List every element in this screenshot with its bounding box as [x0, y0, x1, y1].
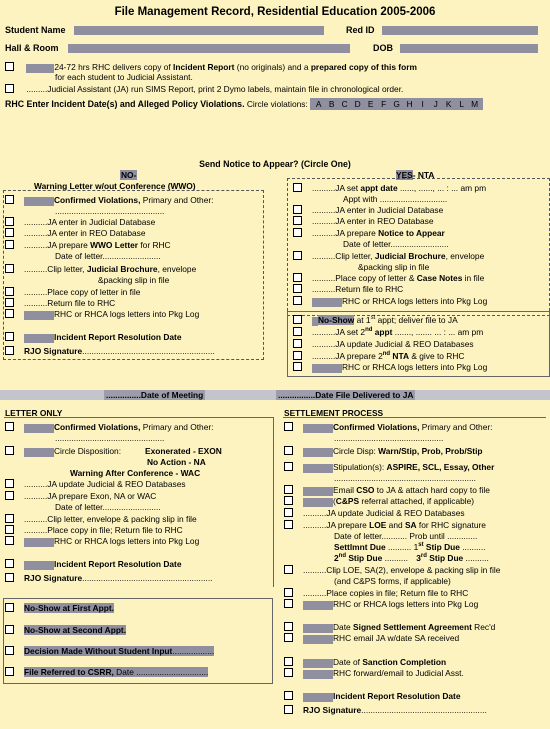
form-text: Incident Report Resolution Date [54, 559, 182, 569]
form-text: YES [396, 170, 413, 180]
form-text: RHC or RHCA logs letters into Pkg Log [333, 599, 479, 609]
violations-line [5, 99, 483, 109]
form-text: Stip Due [423, 542, 460, 552]
form-text: st [418, 542, 424, 549]
form-text[interactable]: Exonerated - EXON [145, 446, 222, 456]
form-text: ..........JA update Judicial & REO Databases [24, 479, 186, 489]
form-text: Rec'd [471, 622, 496, 632]
form-text: I [421, 99, 424, 109]
checkbox[interactable] [5, 287, 14, 296]
blank-field[interactable] [303, 693, 333, 702]
intro-line-2 [5, 84, 403, 94]
checkbox[interactable] [5, 228, 14, 237]
form-text: Circle violations: [246, 99, 308, 109]
violations-list[interactable] [310, 98, 483, 110]
checkbox[interactable] [5, 603, 14, 612]
form-text: nd [338, 553, 347, 560]
form-text: .......... 1 [385, 542, 419, 552]
form-text: referral attached, if applicable) [359, 496, 475, 506]
blank-field[interactable] [24, 561, 54, 570]
blank-field[interactable] [24, 334, 54, 343]
form-text: Circle Disp: [333, 446, 379, 456]
checkbox[interactable] [293, 205, 302, 214]
form-text: 2 [334, 553, 339, 563]
form-text: Judicial Brochure [374, 251, 446, 261]
form-text: Warn/Stip, Prob, Prob/Stip [378, 446, 483, 456]
form-text: NTA [390, 351, 410, 361]
checkbox[interactable] [284, 668, 293, 677]
form-text: ASPIRE, SCL, Essay, Other [386, 462, 495, 472]
form-text[interactable]: Warning After Conference - WAC [70, 468, 201, 478]
form-text: ............................................................. [334, 473, 476, 483]
form-text: ..........Clip letter, [312, 251, 375, 261]
checkbox[interactable] [5, 309, 14, 318]
form-text: F [381, 99, 387, 109]
form-text: ..........Clip letter, envelope & packing slip in file [24, 514, 197, 524]
hall-room-label: Hall & Room [5, 43, 59, 53]
form-text: Incident Report Resolution Date [54, 332, 182, 342]
form-text: Stip Due [346, 553, 383, 563]
form-text: ..........Place copy in file; Return file to RHC [24, 525, 183, 535]
form-text: ..........JA enter in REO Database [24, 228, 146, 238]
divider [4, 417, 274, 418]
blank-field[interactable] [303, 498, 333, 507]
form-text: Primary and Other: [140, 195, 214, 205]
form-text: RHC forward/email to Judicial Asst. [333, 668, 464, 678]
form-text: & give to RHC [409, 351, 465, 361]
form-text: Incident Report Resolution Date [333, 691, 461, 701]
form-text: Confirmed Violations, [54, 422, 141, 432]
form-text: Confirmed Violations, [333, 422, 420, 432]
form-text: ..........JA prepare [303, 520, 370, 530]
student-name-label: Student Name [5, 25, 66, 35]
send-notice-heading: Send Notice to Appear? (Circle One) [199, 159, 351, 169]
wwo-heading: Warning Letter w/out Conference (WWO) [34, 181, 196, 191]
form-text: .................. [172, 646, 215, 656]
form-text: LOE [369, 520, 387, 530]
blank-field[interactable] [303, 448, 333, 457]
form-text: Date of [333, 657, 363, 667]
checkbox[interactable] [293, 183, 302, 192]
form-text: H [406, 99, 413, 109]
form-text: rd [420, 553, 427, 560]
form-text: and [386, 520, 405, 530]
form-text: ..........Clip letter, [24, 264, 87, 274]
form-text: Email [333, 485, 357, 495]
form-text: Judicial Brochure [86, 264, 158, 274]
checkbox[interactable] [5, 217, 14, 226]
form-text: No-Show [318, 315, 355, 325]
form-text: L [459, 99, 464, 109]
form-text: st [370, 315, 376, 322]
blank-field[interactable] [303, 487, 333, 496]
form-text: Circle Disposition: [54, 446, 122, 456]
form-text: Date of letter......................... [343, 239, 449, 249]
checkbox[interactable] [284, 422, 293, 431]
form-text: ............................................... [55, 206, 165, 216]
form-text: at 1 [354, 315, 371, 325]
form-text: Appt with ............................. [343, 194, 448, 204]
form-text: for RHC signature [416, 520, 486, 530]
form-text: ..........JA prepare [24, 240, 91, 250]
checkbox[interactable] [284, 657, 293, 666]
dates-bar [0, 390, 550, 400]
form-text: RHC or RHCA logs letters into Pkg Log [54, 309, 200, 319]
form-text: RHC or RHCA logs letters into Pkg Log [54, 536, 200, 546]
red-id-field[interactable] [382, 26, 538, 35]
checkbox[interactable] [293, 273, 302, 282]
form-text: to JA & attach hard copy to file [374, 485, 490, 495]
form-text: &packing slip in file [98, 275, 170, 285]
checkbox[interactable] [5, 84, 14, 93]
checkbox[interactable] [5, 667, 14, 676]
checkbox[interactable] [5, 298, 14, 307]
blank-field[interactable] [24, 448, 54, 457]
form-text: for RHC [138, 240, 171, 250]
form-text: M [471, 99, 479, 109]
form-text: RHC or RHCA logs letters into Pkg Log [342, 362, 488, 372]
form-text: ..........JA prepare 2 [312, 351, 383, 361]
form-text: appt [372, 327, 393, 337]
form-text: Primary and Other: [419, 422, 493, 432]
checkbox[interactable] [5, 559, 14, 568]
form-text: .......... [459, 542, 486, 552]
form-text: G [393, 99, 400, 109]
no-heading[interactable]: NO- [121, 170, 137, 180]
form-text: ............................................... [55, 433, 165, 443]
form-text: Notice to Appear [378, 228, 445, 238]
form-text: No-Show at Second Appt. [24, 625, 127, 635]
form-text: ..........JA prepare [312, 228, 379, 238]
red-id-label: Red ID [346, 25, 375, 35]
blank-field[interactable] [303, 601, 333, 610]
checkbox[interactable] [284, 520, 293, 529]
form-text: ..........JA enter in REO Database [312, 216, 434, 226]
checkbox[interactable] [293, 228, 302, 237]
form-text: Date of letter......................... [55, 502, 161, 512]
form-text: ..........Clip LOE, SA(2), envelope & packing slip in file [303, 565, 501, 575]
form-text: nd [382, 351, 391, 358]
form-text: ( [333, 496, 336, 506]
form-text: 24-72 hrs RHC delivers copy of [54, 62, 174, 72]
form-text: Stipulation(s): [333, 462, 387, 472]
form-text: (and C&PS forms, if applicable) [334, 576, 451, 586]
intro-line-1-cont: for each student to Judicial Assistant. [55, 72, 193, 82]
form-text: D [354, 99, 361, 109]
checkbox[interactable] [284, 633, 293, 642]
checkbox[interactable] [293, 284, 302, 293]
form-text: ......, ......, ... : ... am pm [397, 183, 487, 193]
form-text: 3 [416, 553, 421, 563]
form-text: Signed Settlement Agreement [353, 622, 472, 632]
checkbox[interactable] [5, 422, 14, 431]
checkbox[interactable] [5, 479, 14, 488]
form-text: appt date [360, 183, 398, 193]
form-text: Primary and Other: [140, 422, 214, 432]
checkbox[interactable] [293, 327, 302, 336]
checkbox[interactable] [284, 485, 293, 494]
form-text: ..........JA set 2 [312, 327, 366, 337]
checkbox[interactable] [284, 446, 293, 455]
checkbox[interactable] [284, 496, 293, 505]
checkbox[interactable] [284, 565, 293, 574]
form-text: CSO [356, 485, 375, 495]
form-text: ..........JA set [312, 183, 361, 193]
blank-field[interactable] [303, 635, 333, 644]
checkbox[interactable] [5, 646, 14, 655]
checkbox[interactable] [5, 573, 14, 582]
form-text: - NTA [412, 170, 435, 180]
form-text: ..........JA enter in Judicial Database [312, 205, 444, 215]
form-text: , envelope [445, 251, 485, 261]
form-text: File Referred to CSRR, [24, 667, 114, 677]
letter-only-heading: LETTER ONLY [5, 408, 63, 418]
form-text: ..........Place copies in file; Return file to RHC [303, 588, 469, 598]
no-confirmed-row [5, 195, 213, 206]
form-text: Date of letter........... Prob until ............. [334, 531, 478, 541]
form-text: RHC Enter Incident Date(s) and Alleged Policy Violations. [5, 99, 245, 109]
checkbox[interactable] [284, 622, 293, 631]
checkbox[interactable] [293, 351, 302, 360]
form-text: .........Judicial Assistant (JA) run SIMS Report, print 2 Dymo labels, maintain file in chronological order. [26, 84, 404, 94]
form-text: prepared copy of this form [310, 62, 417, 72]
checkbox[interactable] [284, 691, 293, 700]
form-text: Sanction Completion [362, 657, 447, 667]
checkbox[interactable] [284, 462, 293, 471]
divider [283, 417, 546, 418]
form-text: (no originals) and a [234, 62, 311, 72]
form-text: RJO Signature [24, 573, 83, 583]
checkbox[interactable] [5, 446, 14, 455]
checkbox[interactable] [284, 588, 293, 597]
form-text: WWO Letter [90, 240, 139, 250]
form-text: appt; deliver file to JA [375, 315, 458, 325]
form-text: &packing slip in file [358, 262, 430, 272]
form-text: Date ............................... [116, 667, 209, 677]
form-text: A [315, 99, 322, 109]
checkbox[interactable] [5, 240, 14, 249]
form-text: RHC email JA w/date SA received [333, 633, 460, 643]
checkbox[interactable] [5, 514, 14, 523]
checkbox[interactable] [5, 195, 14, 204]
dob-label: DOB [373, 43, 393, 53]
form-text: Settlmnt Due [334, 542, 386, 552]
student-name-field[interactable] [74, 26, 324, 35]
blank-field[interactable] [303, 624, 333, 633]
blank-field[interactable] [303, 464, 333, 473]
form-text: ...................................................... [361, 705, 487, 715]
checkbox[interactable] [5, 491, 14, 500]
blank-field[interactable] [312, 298, 342, 307]
form-text: E [367, 99, 374, 109]
checkbox[interactable] [5, 625, 14, 634]
checkbox[interactable] [5, 525, 14, 534]
checkbox[interactable] [5, 332, 14, 341]
hall-room-field[interactable] [68, 44, 350, 53]
checkbox[interactable] [293, 296, 302, 305]
form-text: ............................................... [334, 433, 444, 443]
form-text: B [328, 99, 335, 109]
settlement-heading: SETTLEMENT PROCESS [284, 408, 384, 418]
form-text: ......., ....... ... : ... am pm [392, 327, 484, 337]
form-text: RHC or RHCA logs letters into Pkg Log [342, 296, 488, 306]
form-text: Date [333, 622, 354, 632]
dob-field[interactable] [400, 44, 538, 53]
date-of-meeting[interactable]: ...............Date of Meeting [106, 390, 204, 400]
form-text: SA [404, 520, 417, 530]
blank-field[interactable] [24, 424, 54, 433]
form-text: , envelope [157, 264, 197, 274]
form-text: ..........JA enter in Judicial Database [24, 217, 156, 227]
form-text: nd [365, 327, 373, 334]
form-text: K [445, 99, 452, 109]
checkbox[interactable] [284, 508, 293, 517]
form-text: Date of letter......................... [55, 251, 161, 261]
form-text: ..........Return file to RHC [312, 284, 404, 294]
blank-field[interactable] [24, 538, 54, 547]
form-text: Stip Due [426, 553, 464, 563]
form-text: Decision Made Without Student Input [24, 646, 173, 656]
checkbox[interactable] [293, 216, 302, 225]
blank-field[interactable] [26, 64, 54, 73]
form-text: Confirmed Violations, [54, 195, 141, 205]
page-title: File Management Record, Residential Education 2005-2006 [114, 6, 436, 18]
divider [273, 417, 274, 587]
form-text: Incident Report [173, 62, 235, 72]
blank-field[interactable] [303, 424, 333, 433]
form-text: Case Notes [416, 273, 463, 283]
form-text: ......................................................... [82, 346, 215, 356]
form-text: ..........JA update Judicial & REO Databases [303, 508, 465, 518]
form-text: ..........Return file to RHC [24, 298, 116, 308]
checkbox[interactable] [5, 536, 14, 545]
checkbox[interactable] [293, 315, 302, 324]
checkbox[interactable] [284, 705, 293, 714]
form-text: RJO Signature [24, 346, 83, 356]
form-text: ..........Place copy of letter in file [24, 287, 141, 297]
form-text: in file [462, 273, 485, 283]
blank-field[interactable] [312, 364, 342, 373]
form-text: RJO Signature [303, 705, 362, 715]
form-text: ..........JA update Judicial & REO Databases [312, 339, 474, 349]
checkbox[interactable] [293, 362, 302, 371]
form-text: ..........Place copy of letter & [312, 273, 417, 283]
form-text: ..........JA prepare Exon, NA or WAC [24, 491, 157, 501]
form-text: No-Show at First Appt. [24, 603, 114, 613]
checkbox[interactable] [293, 251, 302, 260]
form-text: J [433, 99, 438, 109]
blank-field[interactable] [24, 311, 54, 320]
form-text: ........................................................ [82, 573, 213, 583]
date-file-delivered[interactable]: ................Date File Delivered to JA [278, 390, 414, 400]
checkbox[interactable] [5, 62, 14, 71]
checkbox[interactable] [5, 346, 14, 355]
form-text: C&PS [335, 496, 360, 506]
checkbox[interactable] [5, 264, 14, 273]
form-text[interactable]: No Action - NA [147, 457, 206, 467]
blank-field[interactable] [303, 670, 333, 679]
form-text: C [341, 99, 348, 109]
checkbox[interactable] [284, 599, 293, 608]
checkbox[interactable] [293, 339, 302, 348]
blank-field[interactable] [303, 659, 333, 668]
blank-field[interactable] [24, 197, 54, 206]
